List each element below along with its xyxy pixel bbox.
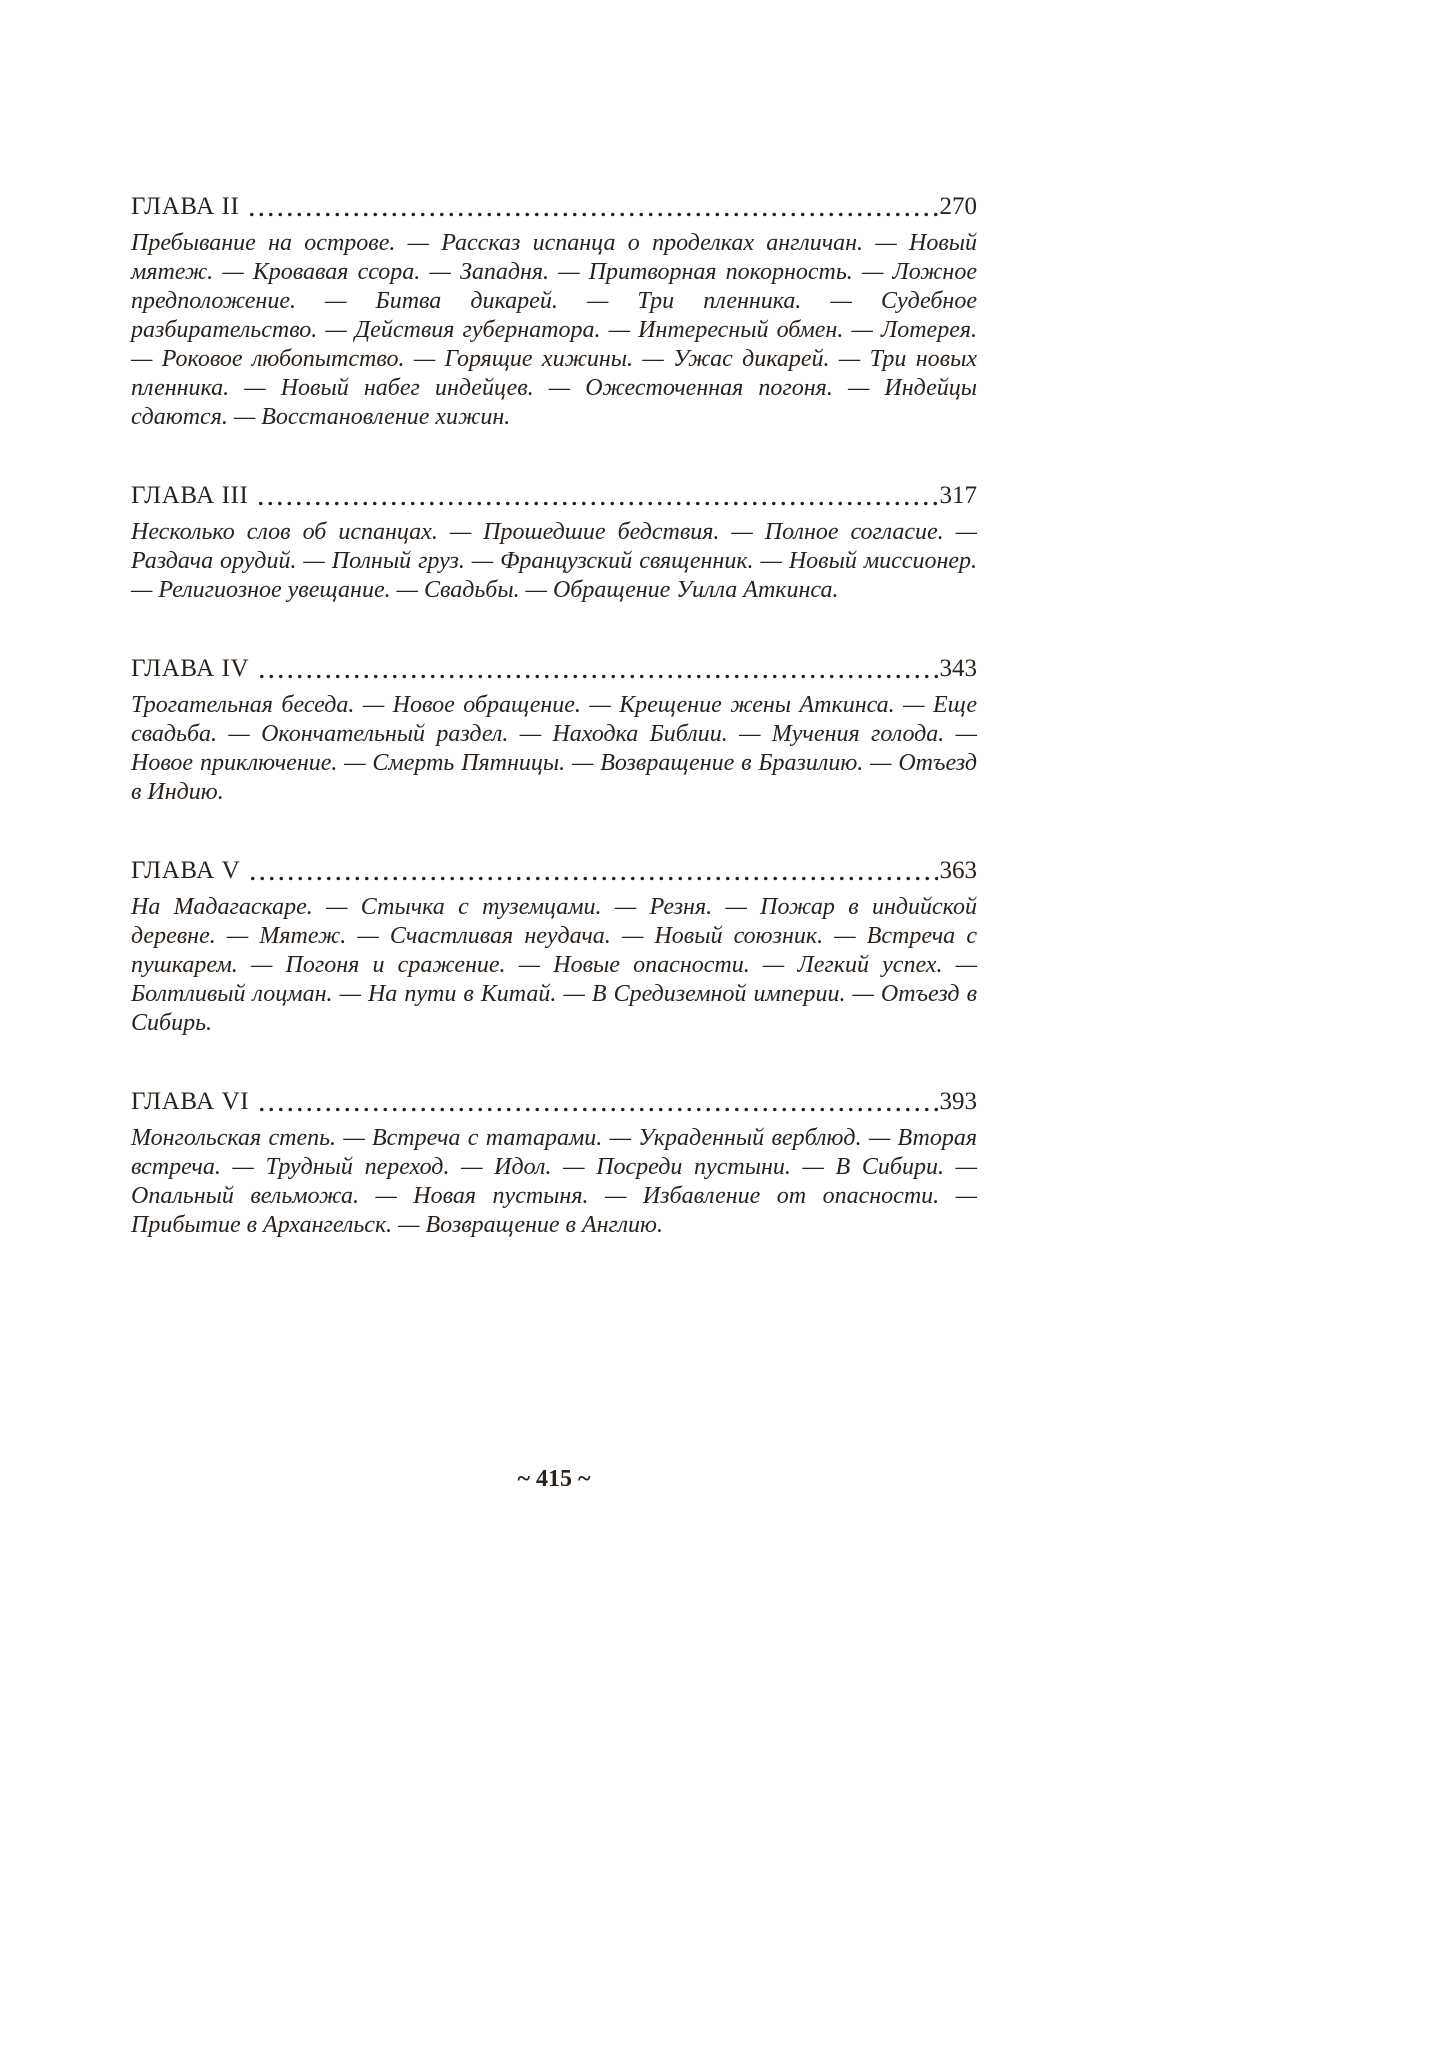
chapter-description: Пребывание на острове. — Рассказ испанца о проделках англичан. — Новый мятеж. — Кровавая ссора. — Западня. — Притворная покорность. — Ложное предположение. — Битва дикарей. — Три пленника. — Судебное разбирательство. — Действия губернатора. — Интересный обмен. — Лотерея. — Роковое любопытство. — Горящие хижины. — Ужас дикарей. — Три новых пленника. — Новый набег индейцев. — Ожесточенная погоня. — Индейцы сдаются. — Восстановление хижин. — [131, 230, 977, 430]
chapter-description: Монгольская степь. — Встреча с татарами. — Украденный верблюд. — Вторая встреча. — Трудный переход. — Идол. — Посреди пустыни. — В Сибири. — Опальный вельможа. — Новая пустыня. — Избавление от опасности. — Прибытие в Архангельск. — Возвращение в Англию. — [131, 1125, 977, 1238]
chapter-page-number: 270 — [939, 193, 977, 220]
chapter-page-number: 393 — [939, 1088, 977, 1115]
chapter-entry — [131, 192, 977, 432]
dot-leader — [247, 211, 937, 218]
page-footer-number: ~ 415 ~ — [517, 1466, 591, 1492]
chapter-description: Трогательная беседа. — Новое обращение. — Крещение жены Аткинса. — Еще свадьба. — Окончательный раздел. — Находка Библии. — Мучения голода. — Новое приключение. — Смерть Пятницы. — Возвращение в Бразилию. — Отъезд в Индию. — [131, 692, 977, 805]
chapter-title: ГЛАВА V — [131, 857, 241, 884]
chapter-heading — [131, 856, 977, 886]
chapter-entry — [131, 481, 977, 605]
chapter-entry — [131, 1087, 977, 1240]
dot-leader — [248, 875, 937, 882]
chapter-heading — [131, 192, 977, 222]
chapter-page-number: 343 — [939, 655, 977, 682]
toc-page — [131, 192, 977, 1289]
chapter-heading — [131, 1087, 977, 1117]
chapter-heading — [131, 654, 977, 684]
chapter-page-number: 317 — [939, 482, 977, 509]
chapter-description: На Мадагаскаре. — Стычка с туземцами. — Резня. — Пожар в индийской деревне. — Мятеж. — Счастливая неудача. — Новый союзник. — Встреча с пушкарем. — Погоня и сражение. — Новые опасности. — Легкий успех. — Болтливый лоцман. — На пути в Китай. — В Средиземной империи. — Отъезд в Сибирь. — [131, 894, 977, 1036]
chapter-title: ГЛАВА III — [131, 482, 249, 509]
chapter-title: ГЛАВА VI — [131, 1088, 250, 1115]
chapter-description: Несколько слов об испанцах. — Прошедшие бедствия. — Полное согласие. — Раздача орудий. — Полный груз. — Французский священник. — Новый миссионер. — Религиозное увещание. — Свадьбы. — Обращение Уилла Аткинса. — [131, 519, 977, 603]
chapter-title: ГЛАВА IV — [131, 655, 250, 682]
chapter-heading — [131, 481, 977, 511]
chapter-entry — [131, 856, 977, 1038]
chapter-page-number: 363 — [939, 857, 977, 884]
chapter-title: ГЛАВА II — [131, 193, 240, 220]
dot-leader — [257, 1106, 937, 1113]
dot-leader — [257, 673, 937, 680]
dot-leader — [256, 500, 937, 507]
chapter-entry — [131, 654, 977, 807]
